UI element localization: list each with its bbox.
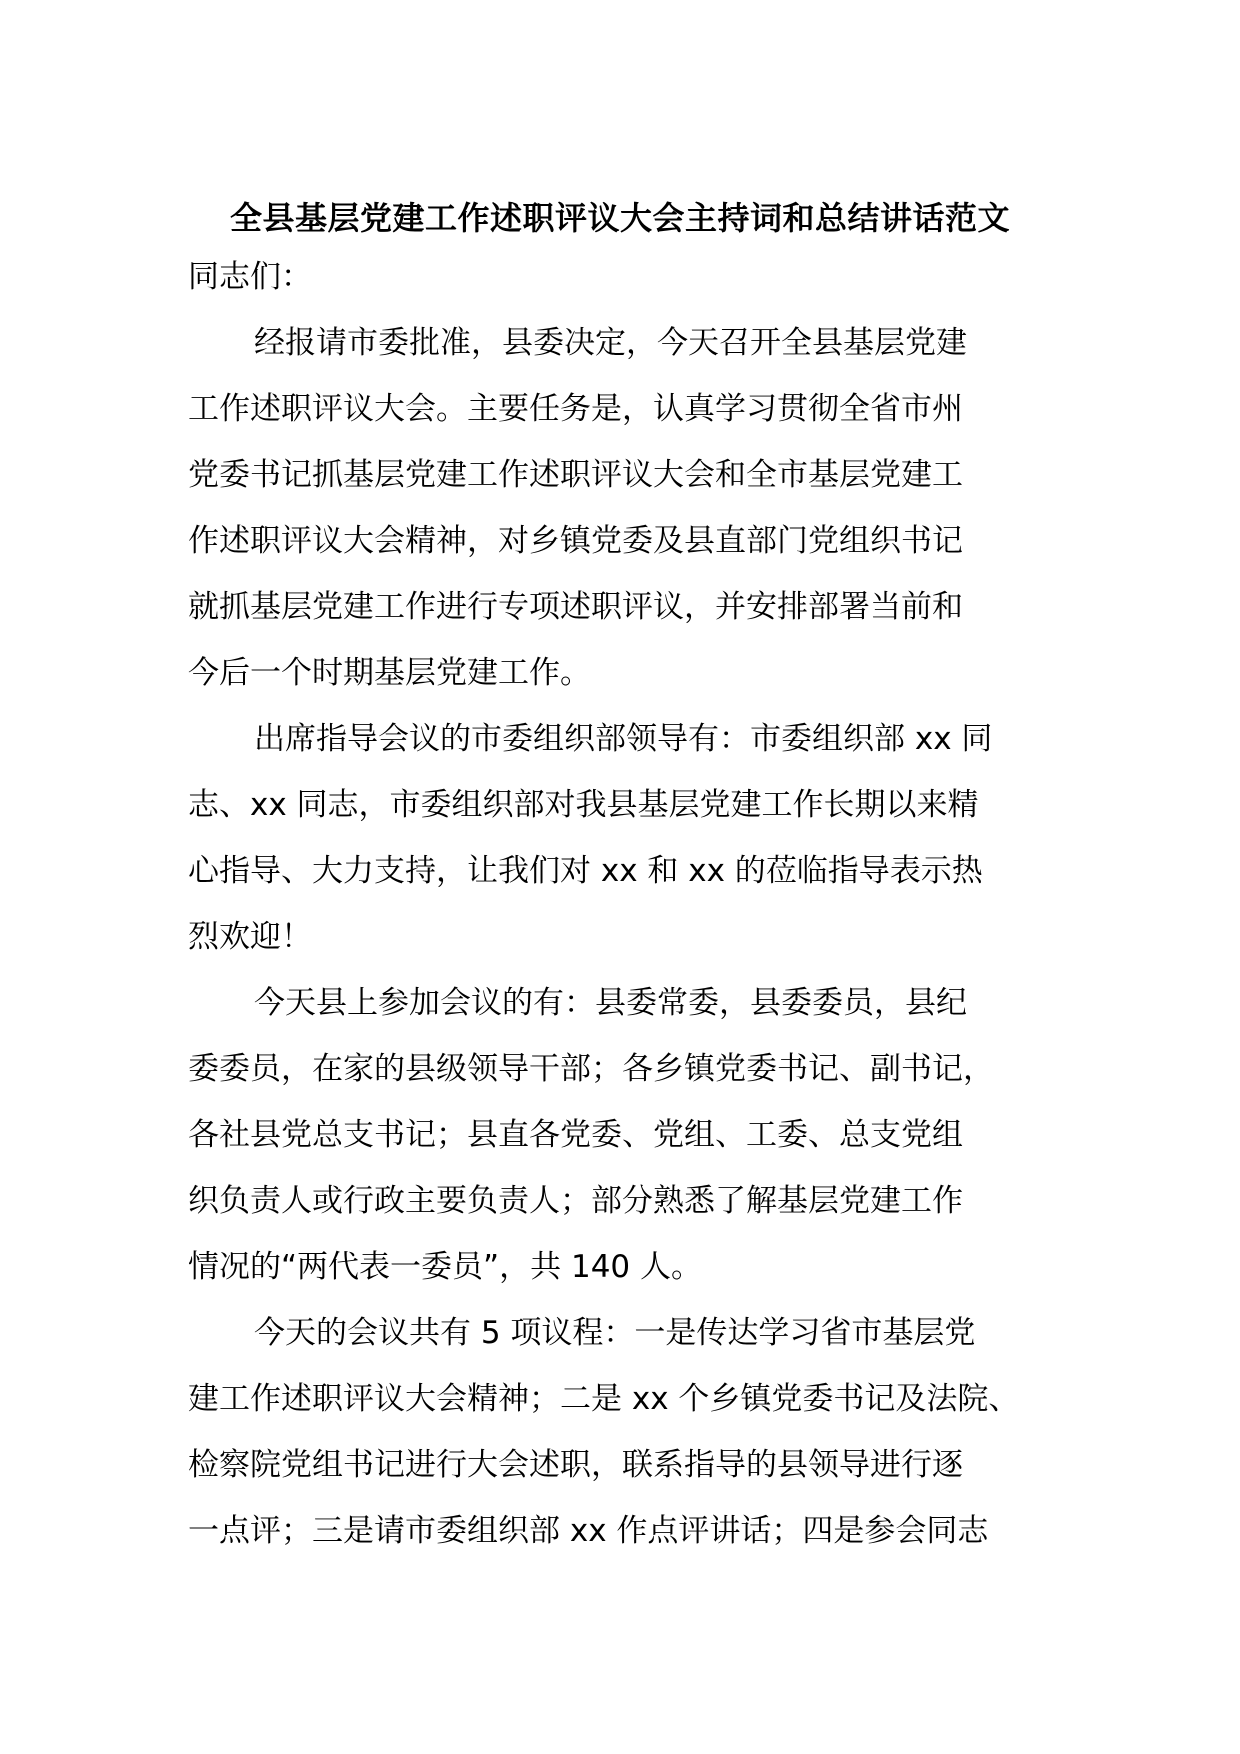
paragraph-line: 各社县党总支书记；县直各党委、党组、工委、总支党组 [188,1117,963,1153]
paragraph-line: 今天县上参加会议的有：县委常委，县委委员，县纪 [254,985,967,1021]
document-body [188,244,1068,1564]
paragraph-line: 情况的“两代表一委员”，共 140 人。 [188,1249,702,1285]
paragraph-line: 委委员，在家的县级领导干部；各乡镇党委书记、副书记， [188,1051,994,1087]
paragraph-line: 烈欢迎！ [188,919,312,955]
paragraph-line: 出席指导会议的市委组织部领导有：市委组织部 xx 同 [254,721,993,757]
salutation: 同志们： [188,259,312,295]
paragraph-line: 作述职评议大会精神，对乡镇党委及县直部门党组织书记 [188,523,963,559]
paragraph-line: 织负责人或行政主要负责人；部分熟悉了解基层党建工作 [188,1183,963,1219]
paragraph-line: 今后一个时期基层党建工作。 [188,655,591,691]
paragraph-line: 就抓基层党建工作进行专项述职评议，并安排部署当前和 [188,589,963,625]
paragraph-opening [188,310,1068,706]
paragraph-line: 党委书记抓基层党建工作述职评议大会和全市基层党建工 [188,457,963,493]
paragraph-line: 检察院党组书记进行大会述职，联系指导的县领导进行逐 [188,1447,963,1483]
paragraph-line: 志、xx 同志，市委组织部对我县基层党建工作长期以来精 [188,787,979,823]
paragraph-line: 今天的会议共有 5 项议程：一是传达学习省市基层党 [254,1315,976,1351]
paragraph-line: 工作述职评议大会。主要任务是，认真学习贯彻全省市州 [188,391,963,427]
paragraph-line: 经报请市委批准，县委决定，今天召开全县基层党建 [254,325,967,361]
paragraph-line: 建工作述职评议大会精神；二是 xx 个乡镇党委书记及法院、 [188,1381,1020,1417]
document-title: 全县基层党建工作述职评议大会主持词和总结讲话范文 [229,199,1010,237]
paragraph-line: 一点评；三是请市委组织部 xx 作点评讲话；四是参会同志 [188,1513,989,1549]
paragraph-line: 心指导、大力支持，让我们对 xx 和 xx 的莅临指导表示热 [188,853,983,889]
paragraph-guests [188,706,1068,970]
paragraph-attendees [188,970,1068,1300]
paragraph-agenda [188,1300,1068,1564]
